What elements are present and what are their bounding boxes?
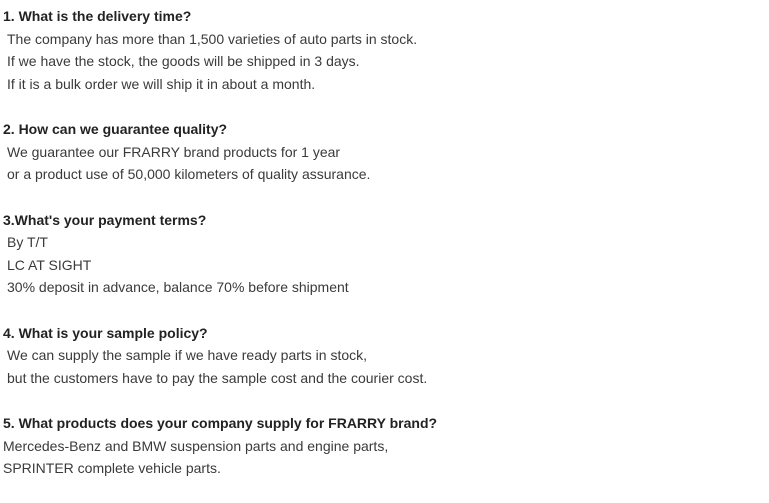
faq-question: 2. How can we guarantee quality?: [3, 121, 228, 137]
faq-item-quality: [3, 118, 763, 186]
faq-answer-line: LC AT SIGHT: [7, 256, 92, 273]
faq-answer-line: If it is a bulk order we will ship it in about a month.: [7, 75, 316, 92]
faq-answer-line: 30% deposit in advance, balance 70% before shipment: [7, 279, 349, 295]
faq-answer-line: We guarantee our FRARRY brand products for 1 year: [7, 143, 341, 160]
faq-answer-line: The company has more than 1,500 varieties of auto parts in stock.: [7, 30, 418, 47]
faq-answer-line: We can supply the sample if we have ready parts in stock,: [7, 347, 368, 363]
faq-question: 1. What is the delivery time?: [3, 8, 192, 24]
faq-question: 4. What is your sample policy?: [3, 324, 208, 341]
faq-item-delivery-time: [3, 5, 763, 95]
faq-question: 3.What's your payment terms?: [3, 211, 207, 228]
faq-item-payment-terms: [3, 209, 763, 299]
faq-answer-line: but the customers have to pay the sample cost and the courier cost.: [7, 369, 428, 386]
faq-question: 5. What products does your company supply for FRARRY brand?: [3, 415, 438, 431]
faq-item-products: [3, 412, 763, 480]
faq-answer-line: By T/T: [7, 234, 48, 250]
faq-answer-line: If we have the stock, the goods will be shipped in 3 days.: [7, 53, 360, 69]
faq-answer-line: Mercedes-Benz and BMW suspension parts and engine parts,: [3, 437, 389, 454]
faq-answer-line: or a product use of 50,000 kilometers of quality assurance.: [7, 166, 371, 182]
faq-section: [3, 5, 763, 503]
faq-item-sample-policy: [3, 322, 763, 390]
faq-answer-line: SPRINTER complete vehicle parts.: [3, 460, 221, 476]
